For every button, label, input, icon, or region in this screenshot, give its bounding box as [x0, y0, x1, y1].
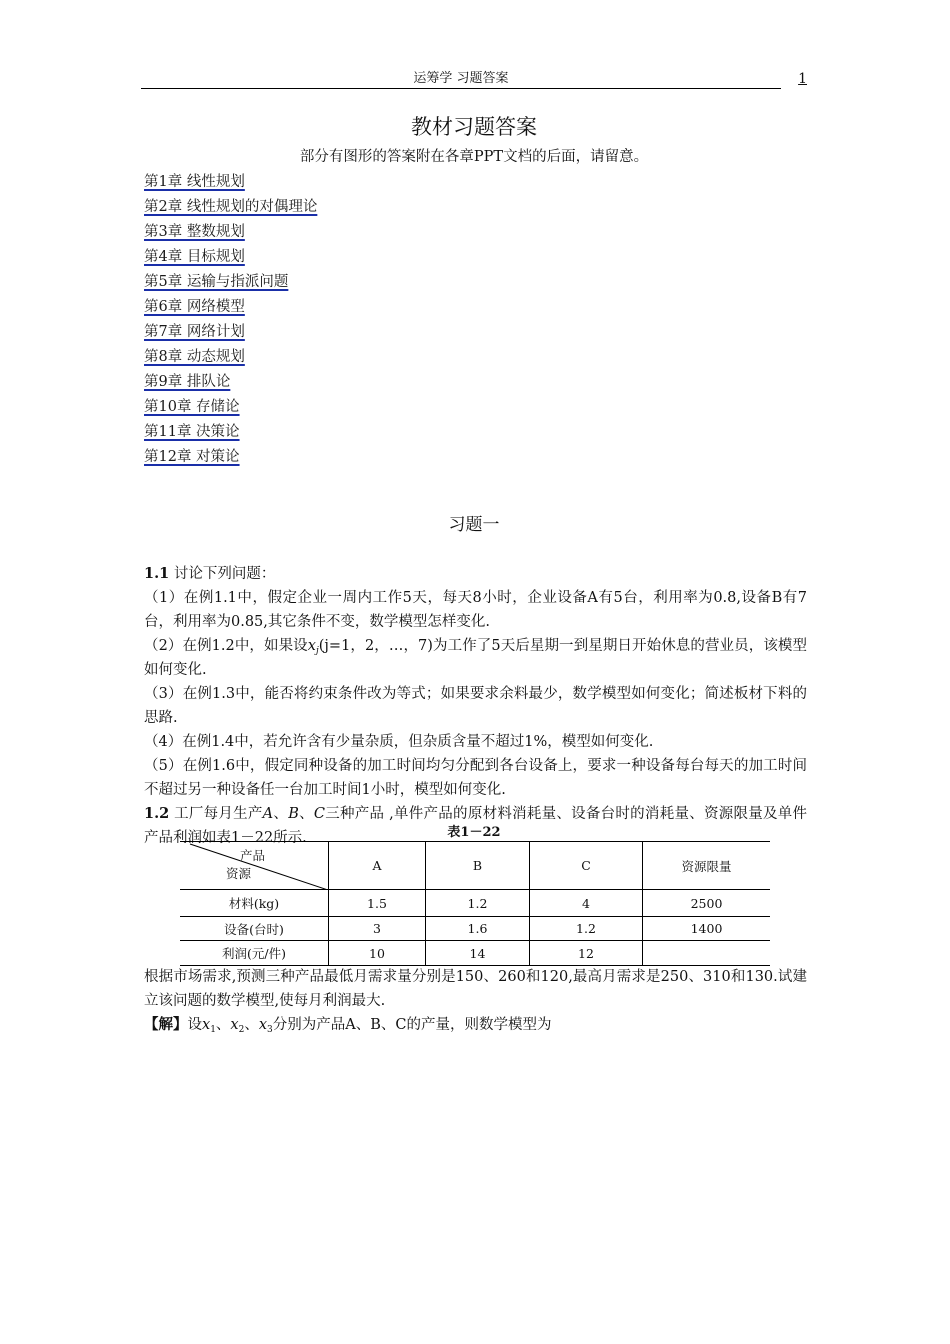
table-row	[180, 890, 770, 917]
table-row	[180, 941, 770, 966]
toc-link-ch6[interactable]	[144, 295, 544, 320]
variable-x3: x	[258, 1017, 268, 1033]
toc-link-text[interactable]: 第4章 目标规划	[144, 249, 245, 265]
toc-link-ch7[interactable]	[144, 320, 544, 345]
table-cell: 3	[329, 917, 426, 941]
table-row-label: 利润(元/件)	[180, 941, 329, 966]
product-c: C	[313, 806, 325, 822]
exercise-body	[144, 562, 807, 850]
question-intro: 讨论下列问题：	[169, 566, 276, 582]
toc-link-text[interactable]: 第10章 存储论	[144, 399, 240, 415]
toc-link-ch11[interactable]	[144, 420, 544, 445]
sep: 、	[298, 806, 314, 822]
table-cell: 1.6	[426, 917, 530, 941]
table-cell: 1400	[643, 917, 771, 941]
toc-link-text[interactable]: 第11章 决策论	[144, 424, 240, 440]
data-table	[180, 841, 770, 966]
table-cell: 1.5	[329, 890, 426, 917]
item2-pre: （2）在例1.2中，如果设	[144, 638, 308, 654]
header-title: 运筹学 习题答案	[413, 71, 509, 86]
toc-link-text[interactable]: 第2章 线性规划的对偶理论	[144, 199, 318, 215]
table-cell: 2500	[643, 890, 771, 917]
toc-link-text[interactable]: 第3章 整数规划	[144, 224, 245, 240]
solution-tag: 【解】	[144, 1016, 188, 1033]
section-title: 习题一	[448, 515, 500, 535]
variable-subscript: j	[315, 646, 319, 656]
toc-link-ch12[interactable]	[144, 445, 544, 470]
table-header-row	[180, 842, 770, 890]
table-header-cell: 资源限量	[643, 842, 771, 890]
solution-pre: 设	[187, 1017, 202, 1033]
toc-link-text[interactable]: 第1章 线性规划	[144, 174, 245, 190]
subscript-2: 2	[238, 1025, 245, 1035]
toc-link-ch5[interactable]	[144, 270, 544, 295]
table-cell: 4	[530, 890, 643, 917]
page-number: 1	[798, 71, 807, 87]
question-number: 1.1	[144, 565, 170, 582]
subscript-3: 3	[267, 1025, 273, 1035]
question-item-4: （4）在例1.4中，若允许含有少量杂质，但杂质含量不超过1%，模型如何变化.	[144, 734, 654, 750]
toc-link-text[interactable]: 第9章 排队论	[144, 374, 231, 390]
sep: 、	[273, 806, 289, 822]
question-item-3: （3）在例1.3中，能否将约束条件改为等式；如果要求余料最少，数学模型如何变化；简述板材下料的思路.	[144, 686, 807, 726]
toc-link-text[interactable]: 第12章 对策论	[144, 449, 240, 465]
q12-post: 三种产品 ,单件产品的原材料消耗量、设备台时的消耗量、资源限量及单件产品利润如表1－22所示.	[144, 806, 808, 846]
sep: 、	[244, 1017, 259, 1033]
question-1-1-heading	[144, 562, 807, 586]
solution-post: 分别为产品A、B、C的产量，则数学模型为	[272, 1017, 552, 1033]
toc-link-text[interactable]: 第5章 运输与指派问题	[144, 274, 289, 290]
table-cell: 10	[329, 941, 426, 966]
q12-pre: 工厂每月生产	[169, 806, 263, 822]
table-row-label: 材料(kg)	[180, 890, 329, 917]
toc-link-ch2[interactable]	[144, 195, 544, 220]
question-item-1: （1）在例1.1中，假定企业一周内工作5天，每天8小时，企业设备A有5台，利用率为0.8,设备B有7台，利用率为0.85,其它条件不变，数学模型怎样变化.	[144, 590, 807, 630]
table-cell: 12	[530, 941, 643, 966]
table-header-cell: C	[530, 842, 643, 890]
question-item-2	[144, 634, 807, 682]
header-rule	[141, 88, 781, 89]
toc-link-ch10[interactable]	[144, 395, 544, 420]
toc-link-ch1[interactable]	[144, 170, 544, 195]
after-table-paragraph: 根据市场需求,预测三种产品最低月需求量分别是150、260和120,最高月需求是250、310和130.试建立该问题的数学模型,使每月利润最大.	[144, 969, 807, 1009]
product-b: B	[288, 806, 299, 822]
variable-x: x	[307, 638, 316, 654]
question-item-5: （5）在例1.6中，假定同种设备的加工时间均匀分配到各台设备上，要求一种设备每台每天的加工时间不超过另一种设备任一台加工时间1小时，模型如何变化.	[144, 758, 807, 798]
table-header-cell: A	[329, 842, 426, 890]
table-header-cell: B	[426, 842, 530, 890]
sep: 、	[215, 1017, 231, 1033]
variable-x1: x	[202, 1017, 211, 1033]
toc-link-ch8[interactable]	[144, 345, 544, 370]
corner-top-label: 产品	[240, 848, 266, 863]
product-a: A	[262, 806, 274, 822]
subscript-1: 1	[210, 1025, 216, 1035]
toc-link-text[interactable]: 第6章 网络模型	[144, 299, 245, 315]
table-cell	[643, 941, 771, 966]
table-row	[180, 917, 770, 941]
item2-post: (j=1，2，…，7)为工作了5天后星期一到星期日开始休息的营业员，该模型如何变化.	[144, 638, 807, 678]
toc-link-text[interactable]: 第8章 动态规划	[144, 349, 245, 365]
toc-link-ch3[interactable]	[144, 220, 544, 245]
document-title: 教材习题答案	[411, 115, 537, 139]
table-of-contents	[144, 170, 544, 470]
table-corner-cell	[180, 842, 329, 890]
toc-link-ch9[interactable]	[144, 370, 544, 395]
variable-x2: x	[230, 1017, 239, 1033]
toc-link-text[interactable]: 第7章 网络计划	[144, 324, 245, 340]
corner-bottom-label: 资源	[226, 866, 252, 881]
solution-paragraph	[144, 1013, 807, 1037]
table-cell: 1.2	[530, 917, 643, 941]
toc-link-ch4[interactable]	[144, 245, 544, 270]
table-row-label: 设备(台时)	[180, 917, 329, 941]
document-subtitle: 部分有图形的答案附在各章PPT文档的后面，请留意。	[299, 149, 649, 165]
table-cell: 14	[426, 941, 530, 966]
running-header	[141, 70, 807, 90]
question-number: 1.2	[144, 805, 170, 822]
table-caption: 表1－22	[447, 825, 501, 840]
exercise-body-continued	[144, 965, 807, 1037]
table-cell: 1.2	[426, 890, 530, 917]
